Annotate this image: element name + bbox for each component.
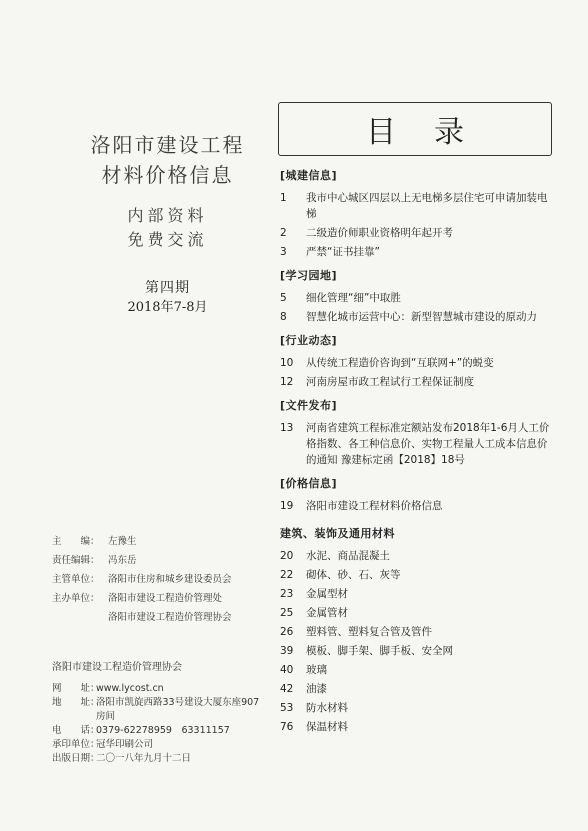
issue-number: 第四期 (145, 280, 190, 296)
toc-entry[interactable] (280, 225, 550, 241)
toc-entry-page: 5 (280, 292, 287, 304)
contact-row: 出版日期： 二〇一八年九月十二日 (52, 753, 192, 764)
toc-entry-title: 金属型材 (306, 588, 348, 600)
magazine-subtitle (70, 204, 265, 252)
credit-row: 责任编辑： 冯东岳 (52, 555, 137, 566)
table-of-contents (280, 168, 550, 742)
toc-entry-title: 我市中心城区四层以上无电梯多层住宅可申请加装电梯 (306, 192, 548, 220)
toc-entry-title: 细化管理“细”中取胜 (306, 292, 401, 304)
toc-entry-title: 玻璃 (306, 664, 327, 676)
credit-row: 主 编： 左豫生 (52, 536, 137, 547)
contact-row: 电 话： 0379-62278959 63311157 (52, 725, 230, 736)
toc-entry-title: 金属管材 (306, 607, 348, 619)
toc-entry-page: 76 (280, 721, 294, 733)
toc-entry-title: 塑料管、塑料复合管及管件 (306, 626, 432, 638)
magazine-title-line2: 材料价格信息 (101, 163, 234, 187)
toc-entry-page: 20 (280, 550, 294, 562)
toc-entry[interactable] (280, 662, 550, 678)
toc-entry-page: 42 (280, 683, 294, 695)
credits-block (52, 532, 267, 627)
toc-entry-page: 8 (280, 311, 287, 323)
toc-entry-page: 23 (280, 588, 294, 600)
toc-section-title: [城建信息] (280, 169, 338, 182)
toc-entry[interactable] (280, 290, 550, 306)
contact-row: 承印单位： 冠华印刷公司 (52, 739, 154, 750)
toc-entry-page: 53 (280, 702, 294, 714)
toc-entry-page: 39 (280, 645, 294, 657)
toc-entry-page: 3 (280, 246, 287, 258)
subtitle-line1: 内部资料 (127, 206, 208, 225)
toc-entry[interactable] (280, 190, 550, 222)
toc-section-title: 建筑、装饰及通用材料 (280, 527, 395, 540)
contact-block (52, 660, 267, 766)
toc-entry-page: 1 (280, 192, 287, 204)
toc-entry[interactable] (280, 420, 550, 468)
toc-entry[interactable] (280, 244, 550, 260)
toc-entry-page: 26 (280, 626, 294, 638)
toc-entry-title: 洛阳市建设工程材料价格信息 (306, 500, 443, 512)
toc-entry-title: 河南省建筑工程标准定额站发布2018年1-6月人工价格指数、各工种信息价、实物工程量人工成本信息价的通知 豫建标定函【2018】18号 (306, 422, 550, 466)
toc-entry-title: 从传统工程造价咨询到“互联网+”的蜕变 (306, 357, 494, 369)
toc-entry[interactable] (280, 374, 550, 390)
toc-entry[interactable] (280, 700, 550, 716)
toc-entry-title: 保温材料 (306, 721, 348, 733)
toc-entry[interactable] (280, 498, 550, 514)
toc-entry[interactable] (280, 548, 550, 564)
toc-entry-title: 模板、脚手架、脚手板、安全网 (306, 645, 453, 657)
toc-header-title: 目录 (366, 115, 502, 150)
toc-entry[interactable] (280, 586, 550, 602)
contact-row: 地 址： 洛阳市凯旋西路33号建设大厦东座907房间 (52, 697, 260, 722)
toc-entry-page: 13 (280, 422, 294, 434)
contact-row: 网 址： www.lycost.cn (52, 683, 164, 694)
issue-period: 2018年7-8月 (127, 300, 208, 315)
toc-entry[interactable] (280, 567, 550, 583)
toc-section-title: [文件发布] (280, 399, 338, 412)
toc-entry[interactable] (280, 309, 550, 325)
toc-entry-page: 2 (280, 227, 287, 239)
toc-entry-page: 12 (280, 376, 294, 388)
credit-row: 主管单位： 洛阳市住房和城乡建设委员会 (52, 574, 232, 585)
credit-extra: 洛阳市建设工程造价管理协会 (108, 612, 232, 623)
toc-entry-page: 40 (280, 664, 294, 676)
toc-entry[interactable] (280, 681, 550, 697)
credit-row: 主办单位： 洛阳市建设工程造价管理处 (52, 593, 223, 604)
masthead (50, 130, 265, 318)
toc-section-title: [价格信息] (280, 477, 338, 490)
magazine-title-line1: 洛阳市建设工程 (90, 133, 245, 157)
toc-entry-title: 严禁“证书挂靠” (306, 246, 380, 258)
toc-entry-title: 二级造价师职业资格明年起开考 (306, 227, 453, 239)
toc-entry-title: 砌体、砂、石、灰等 (306, 569, 401, 581)
toc-header (278, 102, 552, 156)
toc-entry[interactable] (280, 605, 550, 621)
toc-entry-title: 河南房屋市政工程试行工程保证制度 (306, 376, 474, 388)
toc-entry[interactable] (280, 624, 550, 640)
contact-org: 洛阳市建设工程造价管理协会 (52, 662, 182, 673)
toc-entry-title: 智慧化城市运营中心：新型智慧城市建设的原动力 (306, 311, 537, 323)
magazine-title (70, 130, 265, 190)
toc-entry-title: 油漆 (306, 683, 327, 695)
toc-entry-title: 防水材料 (306, 702, 348, 714)
toc-section-title: [学习园地] (280, 269, 338, 282)
toc-entry[interactable] (280, 719, 550, 735)
toc-section-title: [行业动态] (280, 334, 338, 347)
toc-entry[interactable] (280, 643, 550, 659)
toc-entry-page: 25 (280, 607, 294, 619)
issue-info (70, 278, 265, 318)
toc-entry-page: 22 (280, 569, 294, 581)
toc-entry-title: 水泥、商品混凝土 (306, 550, 390, 562)
toc-entry-page: 10 (280, 357, 294, 369)
toc-entry[interactable] (280, 355, 550, 371)
subtitle-line2: 免费交流 (127, 230, 208, 249)
toc-entry-page: 19 (280, 500, 294, 512)
